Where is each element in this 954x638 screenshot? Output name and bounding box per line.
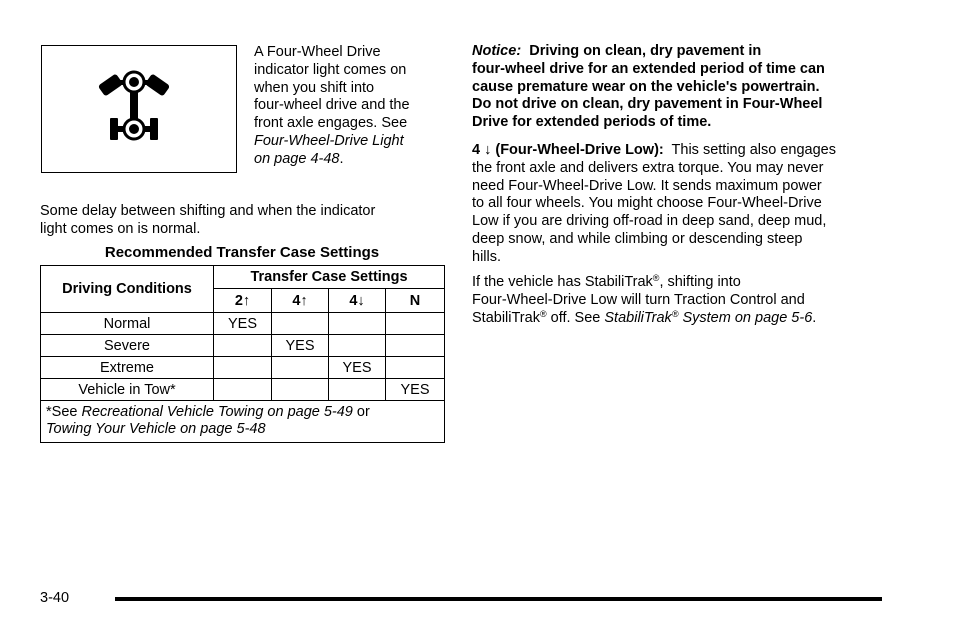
- delay-line: light comes on is normal.: [40, 220, 201, 237]
- intro-line: front axle engages. See: [254, 115, 408, 132]
- footer-rule: [115, 597, 882, 601]
- footnote-prefix: *See: [46, 403, 82, 420]
- setting-cell: [386, 335, 445, 357]
- condition-cell: Vehicle in Tow*: [41, 379, 214, 401]
- notice-line: Driving on clean, dry pavement in: [529, 43, 762, 59]
- setting-cell: [329, 379, 386, 401]
- four-low-paragraph: [472, 142, 912, 267]
- intro-line: four-wheel drive and the: [254, 97, 410, 114]
- four-low-line: need Four-Wheel-Drive Low. It sends maximum power: [472, 177, 822, 194]
- page-number: 3-40: [40, 590, 70, 606]
- condition-cell: Normal: [41, 313, 214, 335]
- stabilitrak-text: StabiliTrak: [472, 309, 540, 326]
- condition-cell: Severe: [41, 335, 214, 357]
- setting-cell: YES: [272, 335, 329, 357]
- stabilitrak-line: Four-Wheel-Drive Low will turn Traction Control and: [472, 291, 805, 308]
- delay-line: Some delay between shifting and when the indicator: [40, 203, 376, 219]
- registered-mark: ®: [539, 308, 547, 319]
- registered-mark: ®: [652, 273, 660, 283]
- intro-line: indicator light comes on: [254, 61, 407, 78]
- notice-block: [472, 43, 902, 132]
- notice-line: Drive for extended periods of time.: [472, 114, 712, 131]
- footnote-reference-rv-towing[interactable]: Recreational Vehicle Towing on page 5-49: [81, 403, 353, 420]
- setting-cell: [329, 335, 386, 357]
- header-4-low: 4↓: [329, 289, 386, 313]
- setting-cell: [329, 313, 386, 335]
- intro-period: .: [339, 150, 344, 167]
- four-low-line: the front axle and delivers extra torque. You may never: [472, 159, 824, 176]
- notice-line: four-wheel drive for an extended period of time can: [472, 60, 825, 77]
- footnote-or: or: [352, 403, 370, 420]
- registered-mark: ®: [671, 308, 679, 319]
- header-driving-conditions: Driving Conditions: [41, 266, 214, 313]
- footnote-reference-towing[interactable]: Towing Your Vehicle on page 5-48: [46, 421, 266, 437]
- intro-line: A Four-Wheel Drive: [254, 44, 381, 60]
- table-row: [41, 313, 445, 335]
- indicator-figure-frame: [41, 45, 237, 173]
- indicator-description: [254, 44, 444, 169]
- table-row: [41, 357, 445, 379]
- stabilitrak-text: , shifting into: [659, 274, 741, 290]
- intro-line: when you shift into: [254, 79, 375, 96]
- stabilitrak-period: .: [812, 309, 817, 326]
- intro-reference-page[interactable]: on page 4-48: [254, 150, 340, 167]
- condition-cell: Extreme: [41, 357, 214, 379]
- stabilitrak-text: If the vehicle has StabiliTrak: [472, 274, 653, 290]
- delay-paragraph: [40, 203, 450, 239]
- setting-cell: YES: [329, 357, 386, 379]
- setting-cell: [214, 357, 272, 379]
- table-row: [41, 335, 445, 357]
- setting-cell: [386, 357, 445, 379]
- notice-line: Do not drive on clean, dry pavement in Four-Wheel: [472, 96, 823, 113]
- header-2-high: 2↑: [214, 289, 272, 313]
- stabilitrak-reference-link[interactable]: StabiliTrak: [604, 309, 672, 326]
- four-low-line: hills.: [472, 248, 502, 265]
- setting-cell: [272, 379, 329, 401]
- header-4-high: 4↑: [272, 289, 329, 313]
- notice-label: Notice:: [472, 43, 522, 59]
- four-wheel-drive-indicator-icon: [98, 62, 178, 144]
- setting-cell: YES: [386, 379, 445, 401]
- stabilitrak-paragraph: [472, 274, 912, 327]
- intro-reference-link[interactable]: Four-Wheel-Drive Light: [254, 132, 404, 149]
- setting-cell: YES: [214, 313, 272, 335]
- header-neutral: N: [386, 289, 445, 313]
- stabilitrak-reference-page[interactable]: System on page 5-6: [678, 309, 813, 326]
- table-row: [41, 379, 445, 401]
- setting-cell: [272, 313, 329, 335]
- table-footnote-row: [41, 401, 445, 443]
- setting-cell: [214, 379, 272, 401]
- transfer-case-table: [40, 265, 445, 443]
- table-title: Recommended Transfer Case Settings: [104, 244, 380, 261]
- four-low-line: This setting also engages: [671, 142, 836, 158]
- four-low-line: to all four wheels. You might choose Four-Wheel-Drive: [472, 195, 822, 212]
- notice-line: cause premature wear on the vehicle's powertrain.: [472, 78, 820, 95]
- setting-cell: [386, 313, 445, 335]
- setting-cell: [214, 335, 272, 357]
- table-footnote: [41, 401, 445, 443]
- four-low-heading: 4 ↓ (Four-Wheel-Drive Low):: [472, 142, 664, 158]
- four-low-line: Low if you are driving off-road in deep sand, deep mud,: [472, 213, 827, 230]
- setting-cell: [272, 357, 329, 379]
- stabilitrak-text: off. See: [546, 309, 605, 326]
- header-transfer-case-settings: Transfer Case Settings: [214, 266, 445, 289]
- four-low-line: deep snow, and while climbing or descending steep: [472, 230, 803, 247]
